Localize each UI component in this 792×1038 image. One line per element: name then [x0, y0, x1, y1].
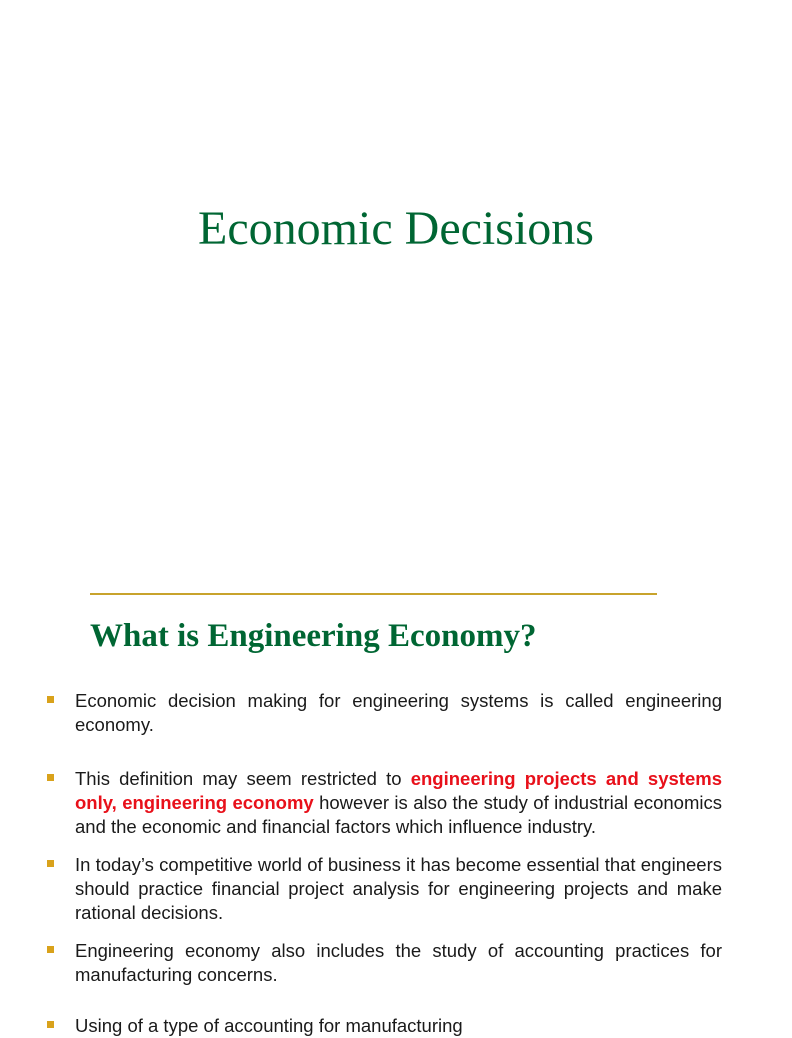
- slide-title-economic-decisions: Economic Decisions: [198, 202, 594, 255]
- slide-title-engineering-economy: What is Engineering Economy?: [90, 618, 537, 654]
- square-bullet-icon: [47, 860, 54, 867]
- square-bullet-icon: [47, 1021, 54, 1028]
- bullet-text: Using of a type of accounting for manufacturing: [75, 1015, 463, 1036]
- square-bullet-icon: [47, 774, 54, 781]
- bullet-text: Engineering economy also includes the study of accounting practices for manufacturing concerns.: [75, 940, 722, 985]
- bullet-text: In today’s competitive world of business it has become essential that engineers should practice financial project analysis for engineering projects and make rational decisions.: [75, 854, 722, 923]
- highlighted-phrase: engineering projects and systems only, engineering economy: [75, 768, 722, 813]
- bullet-item-5: [47, 1014, 722, 1038]
- bullet-item-4: [47, 939, 722, 987]
- square-bullet-icon: [47, 946, 54, 953]
- bullet-text: Economic decision making for engineering systems is called engineering economy.: [75, 690, 722, 735]
- bullet-text-end: however is also the study of industrial economics and the economic and financial factors which influence industry.: [75, 792, 722, 837]
- bullet-item-3: [47, 853, 722, 925]
- bullet-text-start: This definition may seem restricted to: [75, 768, 411, 789]
- square-bullet-icon: [47, 696, 54, 703]
- bullet-item-2: [47, 767, 722, 839]
- bullet-text: [75, 767, 722, 839]
- bullet-item-1: [47, 689, 722, 737]
